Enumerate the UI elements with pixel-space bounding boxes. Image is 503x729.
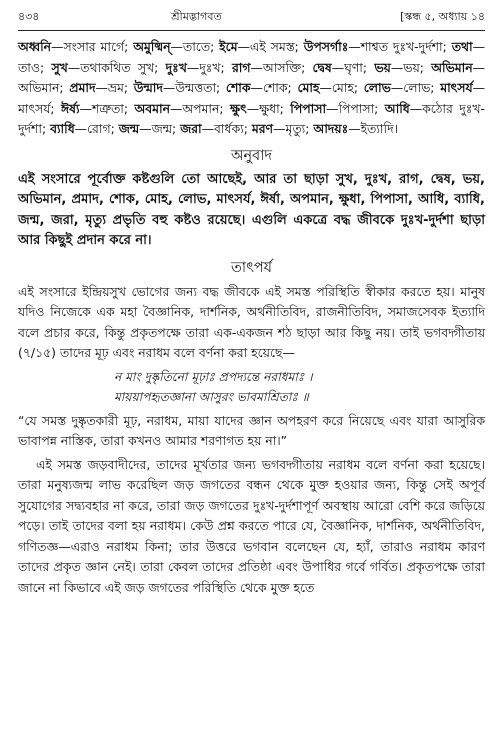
word-meaning: —তথাকথিত সুখ; — [67, 59, 166, 75]
sanskrit-word: অভিমান — [431, 59, 473, 75]
translation-text: এই সংসারে পূর্বোক্ত কষ্টগুলি তো আছেই, আর তা ছাড়া সুখ, দুঃখ, রাগ, দ্বেষ, ভয়, অভিমান, প্রমাদ, শোক, মোহ, লোভ, মাৎসর্য, ঈর্ষা, অপমান, ক্ষুধা, পিপাসা, আধি, ব্যাধি, জন্ম, জরা, মৃত্যু প্রভৃতি বহু কষ্টও রয়েছে। এগুলি একত্রে বদ্ধ জীবকে দুঃখ-দুর্দশা ছাড়া আর কিছুই প্রদান করে না। — [18, 171, 485, 248]
sanskrit-word: অবমান — [134, 100, 170, 116]
word-meaning: —শত্রুতা; — [79, 100, 135, 116]
sanskrit-word: মোহ — [297, 80, 320, 95]
sanskrit-word: অমুষ্মিন্ — [133, 39, 171, 54]
word-meaning: —দুঃখ; — [186, 59, 232, 75]
word-meaning: —আসক্তি; — [250, 59, 313, 75]
translation-heading: অনুবাদ — [230, 147, 273, 164]
word-meaning: —ভ্রম; — [95, 80, 134, 95]
page-number: ৪৩৪ — [18, 10, 40, 23]
purport-heading: তাৎপর্য — [230, 259, 273, 276]
purport-paragraph-1: এই সংসারে ইন্দ্রিয়সুখ ভোগের জন্য বদ্ধ জীবকে এই সমস্ত পরিস্থিতি স্বীকার করতে হয়। মানুষ যদিও নিজেকে এক মহা বৈজ্ঞানিক, দার্শনিক, অর্থনীতিবিদ, রাজনীতিবিদ, সমাজসেবক ইত্যাদি বলে প্রচার করে, কিন্তু প্রকৃতপক্ষে তারা এক-একজন শঠ ছাড়া আর কিছু নয়। তাই ভগবদ্গীতায় (৭/১৫) তাদের মূঢ় এবং নরাধম বলে বর্ণনা করা হয়েছে— — [18, 283, 485, 360]
word-meaning: —মৃত্যু; — [273, 121, 314, 136]
sanskrit-word: আদয়ঃ — [313, 121, 349, 136]
sanskrit-word: মাৎসর্য — [440, 80, 473, 95]
section-label: [স্কন্ধ ৫, অধ্যায় ১৪ — [400, 10, 485, 23]
verse-line-1: ন মাং দুষ্কৃতিনো মূঢ়াঃ প্রপদ্যন্তে নরাধমাঃ । — [114, 369, 313, 384]
word-meaning: —শাশ্বত দুঃখ-দুর্দশা; — [348, 39, 452, 54]
sanskrit-word: সুখ — [51, 59, 68, 75]
word-meaning: —পিপাসা; — [326, 100, 385, 116]
word-meaning: —ঘৃণা; — [331, 59, 375, 75]
sanskrit-word: ভয় — [374, 59, 391, 75]
sanskrit-word: অধ্বনি — [18, 39, 52, 54]
word-meaning: —কঠোর দুঃখ-দুর্দশা; — [18, 100, 485, 136]
sanskrit-word: উপসর্গাঃ — [303, 39, 349, 54]
word-meaning: —মোহ; — [319, 80, 364, 95]
word-meaning: —তাও; — [18, 39, 485, 75]
word-meaning: —লোভ; — [390, 80, 441, 95]
sanskrit-word: তথা — [451, 39, 473, 54]
word-meaning: —সংসার মার্গে; — [51, 39, 134, 54]
sanskrit-word: দুঃখ — [165, 59, 187, 75]
word-meaning: —ভয়; — [390, 59, 432, 75]
sanskrit-word: ব্যাধি — [50, 121, 75, 136]
sanskrit-word: পিপাসা — [290, 100, 327, 116]
purport-paragraph-2: এই সমস্ত জড়বাদীদের, তাদের মূর্খতার জন্য ভগবদ্গীতায় নরাধম বলে বর্ণনা করা হয়েছে। তারা মনুষ্যজন্ম লাভ করেছিল জড় জগতের বন্ধন থেকে মুক্ত হওয়ার জন্য, কিন্তু সেই অপূর্ব সুযোগের সদ্ব্যবহার না করে, তারা জড় জগতের দুঃখ-দুর্দশাপূর্ণ অবস্থায় আরো বেশি করে জড়িয়ে পড়ে। তাই তাদের বলা হয় নরাধম। কেউ প্রশ্ন করতে পারে যে, বৈজ্ঞানিক, দার্শনিক, অর্থনীতিবিদ, গণিতজ্ঞ—এরাও নরাধম কিনা; তার উত্তরে ভগবান বলেছেন যে, হ্যাঁ, তারাও নরাধম কারণ তাদের প্রকৃত জ্ঞান নেই। তারা কেবল তাদের প্রতিষ্ঠা এবং উপাধির গর্বে গর্বিত। প্রকৃতপক্ষে তারা জানে না কিভাবে এই জড় জগতের পরিস্থিতি থেকে মুক্ত হতে — [18, 456, 485, 595]
sanskrit-word: ক্ষুৎ — [230, 100, 247, 116]
verse-translation: “যে সমস্ত দুষ্কৃতকারী মূঢ়, নরাধম, মায়া যাদের জ্ঞান অপহরণ করে নিয়েছে এবং যারা আসুরিক ভাবাপন্ন নাস্তিক, তারা কখনও আমার শরণাগত হয় না।” — [18, 412, 485, 448]
page-header — [18, 8, 485, 28]
word-meaning: —ক্ষুধা; — [246, 100, 291, 116]
sanskrit-word: ঈর্ষ্য — [61, 100, 80, 116]
word-meaning: —অপমান; — [170, 100, 231, 116]
gita-verse — [18, 367, 485, 407]
sanskrit-word: শোক — [225, 80, 251, 95]
sanskrit-word: উন্মাদ — [133, 80, 163, 95]
sanskrit-word: দ্বেষ — [312, 59, 332, 75]
word-meaning: —এই সমস্ত; — [237, 39, 304, 54]
sanskrit-word: রাগ — [231, 59, 251, 75]
word-meaning: —ইত্যাদি। — [348, 121, 399, 136]
sanskrit-word: মরণ — [251, 121, 274, 136]
word-meanings — [18, 37, 485, 140]
word-meaning: —মাৎসর্য; — [18, 80, 485, 116]
book-title: শ্রীমদ্ভাগবত — [171, 10, 222, 23]
word-meaning: —উন্মত্ততা; — [162, 80, 226, 95]
word-meaning: —শোক; — [250, 80, 298, 95]
sanskrit-word: আধি — [384, 100, 410, 116]
sanskrit-word: জন্ম — [118, 121, 140, 136]
word-meaning: —জন্ম; — [139, 121, 181, 136]
verse-line-2: মায়য়াপহৃতজ্ঞানা আসুরং ভাবমাশ্রিতাঃ ॥ — [114, 389, 309, 404]
sanskrit-word: ইমে — [219, 39, 238, 54]
sanskrit-word: লোভ — [363, 80, 391, 95]
header-rule — [18, 30, 485, 31]
word-meaning: —তাতে; — [170, 39, 220, 54]
sanskrit-word: জরা — [180, 121, 202, 136]
word-meaning: —বার্ধক্য; — [201, 121, 252, 136]
sanskrit-word: প্রমাদ — [69, 80, 96, 95]
word-meaning: —রোগ; — [74, 121, 119, 136]
word-meaning: —অভিমান; — [18, 59, 486, 95]
